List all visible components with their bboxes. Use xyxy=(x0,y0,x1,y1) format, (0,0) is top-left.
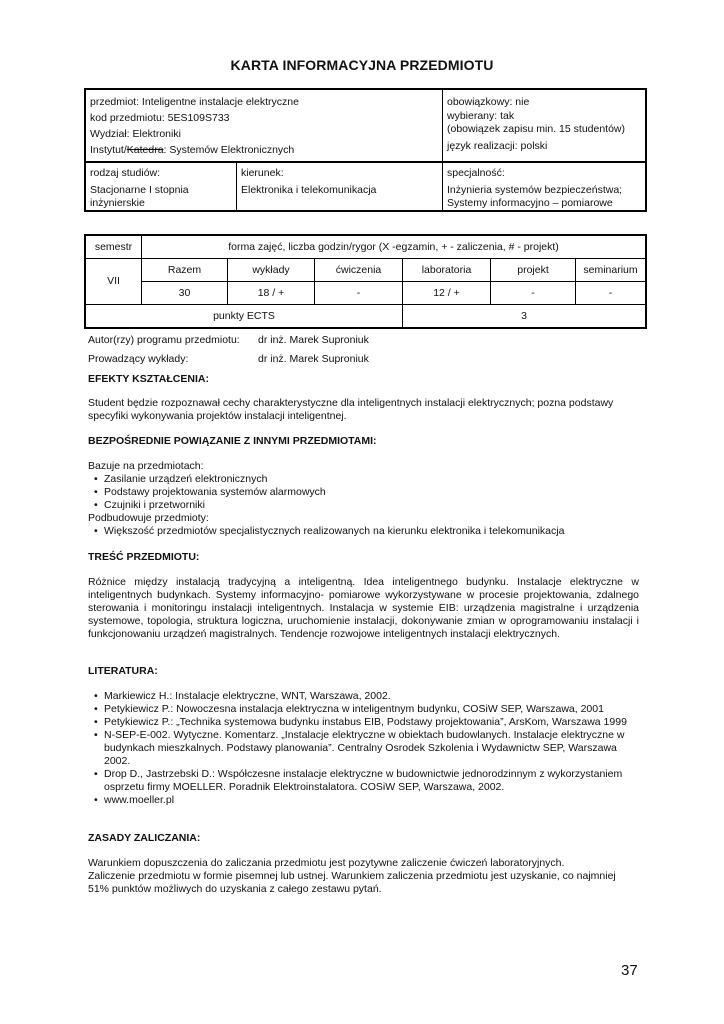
value-cwiczenia: - xyxy=(315,282,403,305)
list-item: • Petykiewicz P.: „Technika systemowa budynku instabus EIB, Podstawy projektowania”, ArsKom, Warszawa 1999 xyxy=(88,716,639,729)
header-laboratoria: laboratoria xyxy=(403,259,491,282)
lecturer-row xyxy=(88,353,369,365)
study-type-label: rodzaj studiów: xyxy=(90,167,161,179)
efekty-heading: EFEKTY KSZTAŁCENIA: xyxy=(88,373,209,385)
zasady-text xyxy=(88,857,639,896)
field-cell xyxy=(237,162,443,211)
podbudowuje-list xyxy=(88,525,639,538)
course-info-table xyxy=(84,88,647,212)
header-razem: Razem xyxy=(142,259,228,282)
author-label: Autor(rzy) programu przedmiotu: xyxy=(88,334,240,346)
header-wyklady: wykłady xyxy=(228,259,315,282)
page-number: 37 xyxy=(621,962,638,979)
field-label: kierunek: xyxy=(241,167,284,179)
semester-header: semestr xyxy=(85,235,142,259)
list-item: • Drop D., Jastrzebski D.: Współczesne instalacje elektryczne w budownictwie jednorodzinnym z wykorzystaniem osprzetu firmy MOELLER. Poradnik Elektroinstalatora. COSiW SEP, Warszawa, 2002. xyxy=(88,768,639,794)
author-row xyxy=(88,334,369,346)
list-item: • Petykiewicz P.: Nowoczesna instalacja elektryczna w inteligentnym budynku, COSiW SEP, Warszawa, 2001 xyxy=(88,703,639,716)
page-title: KARTA INFORMACYJNA PRZEDMIOTU xyxy=(230,57,494,73)
obligatory-status: obowiązkowy: nie xyxy=(447,96,530,108)
faculty: Wydział: Elektroniki xyxy=(90,128,181,140)
specialty-label: specjalność: xyxy=(447,167,505,179)
powiazanie-section xyxy=(88,460,639,538)
course-name: przedmiot: Inteligentne instalacje elektryczne xyxy=(90,96,299,108)
value-razem: 30 xyxy=(142,282,228,305)
specialty-value-1: Inżynieria systemów bezpieczeństwa; xyxy=(447,184,623,196)
form-header: forma zajęć, liczba godzin/rygor (X -egzamin, + - zaliczenia, # - projekt) xyxy=(142,235,647,259)
value-projekt: - xyxy=(491,282,576,305)
hours-table xyxy=(84,234,647,329)
list-item: • www.moeller.pl xyxy=(88,794,639,807)
literatura-list xyxy=(88,690,639,807)
study-type-cell xyxy=(85,162,237,211)
literatura-heading: LITERATURA: xyxy=(88,665,158,677)
specialty-cell xyxy=(443,162,647,211)
bazuje-label: Bazuje na przedmiotach: xyxy=(88,460,204,472)
list-item: • Podstawy projektowania systemów alarmowych xyxy=(88,486,639,499)
header-projekt: projekt xyxy=(491,259,576,282)
field-value: Elektronika i telekomunikacja xyxy=(241,184,377,196)
ects-label: punkty ECTS xyxy=(85,305,403,329)
course-code: kod przedmiotu: 5ES109S733 xyxy=(90,112,230,124)
specialty-value-2: Systemy informacyjno – pomiarowe xyxy=(447,197,613,209)
header-seminarium: seminarium xyxy=(576,259,647,282)
tresc-heading: TREŚĆ PRZEDMIOTU: xyxy=(88,551,200,563)
value-laboratoria: 12 / + xyxy=(403,282,491,305)
institute: Instytut/Katedra: Systemów Elektronicznych xyxy=(90,144,295,156)
semester-value: VII xyxy=(85,259,142,305)
ects-value: 3 xyxy=(403,305,647,329)
tresc-text: Różnice między instalacją tradycyjną a inteligentną. Idea inteligentnego budynku. Instalacje elektryczne w inteligentnych budynkach. Systemy informacyjno- pomiarowe wykorzystywane w procesie projektowania, zdalnego sterowania i monitoringu instalacji inteligentnych. Instalacja w systemie EIB: urządzenia magistralne i urządzenia systemowe, topologia, struktura logiczna, uruchomienie instalacji, dokonywanie zmian w oprogramowaniu instalacji i funkcjonowaniu urządzeń magistralnych. Tendencje rozwojowe inteligentnych instalacji elektrycznych. xyxy=(88,576,639,640)
value-seminarium: - xyxy=(576,282,647,305)
zasady-line-1: Warunkiem dopuszczenia do zaliczania przedmiotu jest pozytywne zaliczenie ćwiczeń laboratoryjnych. xyxy=(88,857,565,869)
lecturer-value: dr inż. Marek Suproniuk xyxy=(258,353,369,365)
zasady-line-2: Zaliczenie przedmiotu w formie pisemnej lub ustnej. Warunkiem zaliczenia przedmiotu jest uzyskanie, co najmniej 51% punktów możliwych do uzyskania z całego zestawu pytań. xyxy=(88,870,616,895)
course-status-cell xyxy=(443,89,647,162)
course-details-cell xyxy=(85,89,443,162)
elective-status: wybierany: tak xyxy=(447,110,515,122)
list-item: • Zasilanie urządzeń elektronicznych xyxy=(88,473,639,486)
language: język realizacji: polski xyxy=(447,140,548,152)
list-item: • N-SEP-E-002. Wytyczne. Komentarz. „Instalacje elektryczne w obiektach budowlanych. Instalacje elektryczne w budynkach mieszkalnych. Podstawy planowania”. Centralny Osrodek Szkolenia i Wydawnictw SEP, Warszawa 2002. xyxy=(88,729,639,768)
list-item: • Czujniki i przetworniki xyxy=(88,499,639,512)
header-cwiczenia: ćwiczenia xyxy=(315,259,403,282)
list-item: • Większość przedmiotów specjalistycznych realizowanych na kierunku elektronika i telekomunikacja xyxy=(88,525,639,538)
podbudowuje-label: Podbudowuje przedmioty: xyxy=(88,512,209,524)
value-wyklady: 18 / + xyxy=(228,282,315,305)
powiazanie-heading: BEZPOŚREDNIE POWIĄZANIE Z INNYMI PRZEDMIOTAMI: xyxy=(88,435,377,447)
lecturer-label: Prowadzący wykłady: xyxy=(88,353,189,365)
study-type-value: Stacjonarne I stopnia inżynierskie xyxy=(90,184,189,209)
enrollment-note: (obowiązek zapisu min. 15 studentów) xyxy=(447,123,626,135)
efekty-text: Student będzie rozpoznawał cechy charakterystyczne dla inteligentnych instalacji elektrycznych; pozna podstawy specyfiki wykonywania projektów instalacji inteligentnej. xyxy=(88,397,614,422)
bazuje-list xyxy=(88,473,639,512)
zasady-heading: ZASADY ZALICZANIA: xyxy=(88,832,201,844)
author-value: dr inż. Marek Suproniuk xyxy=(258,334,369,346)
list-item: • Markiewicz H.: Instalacje elektryczne, WNT, Warszawa, 2002. xyxy=(88,690,639,703)
